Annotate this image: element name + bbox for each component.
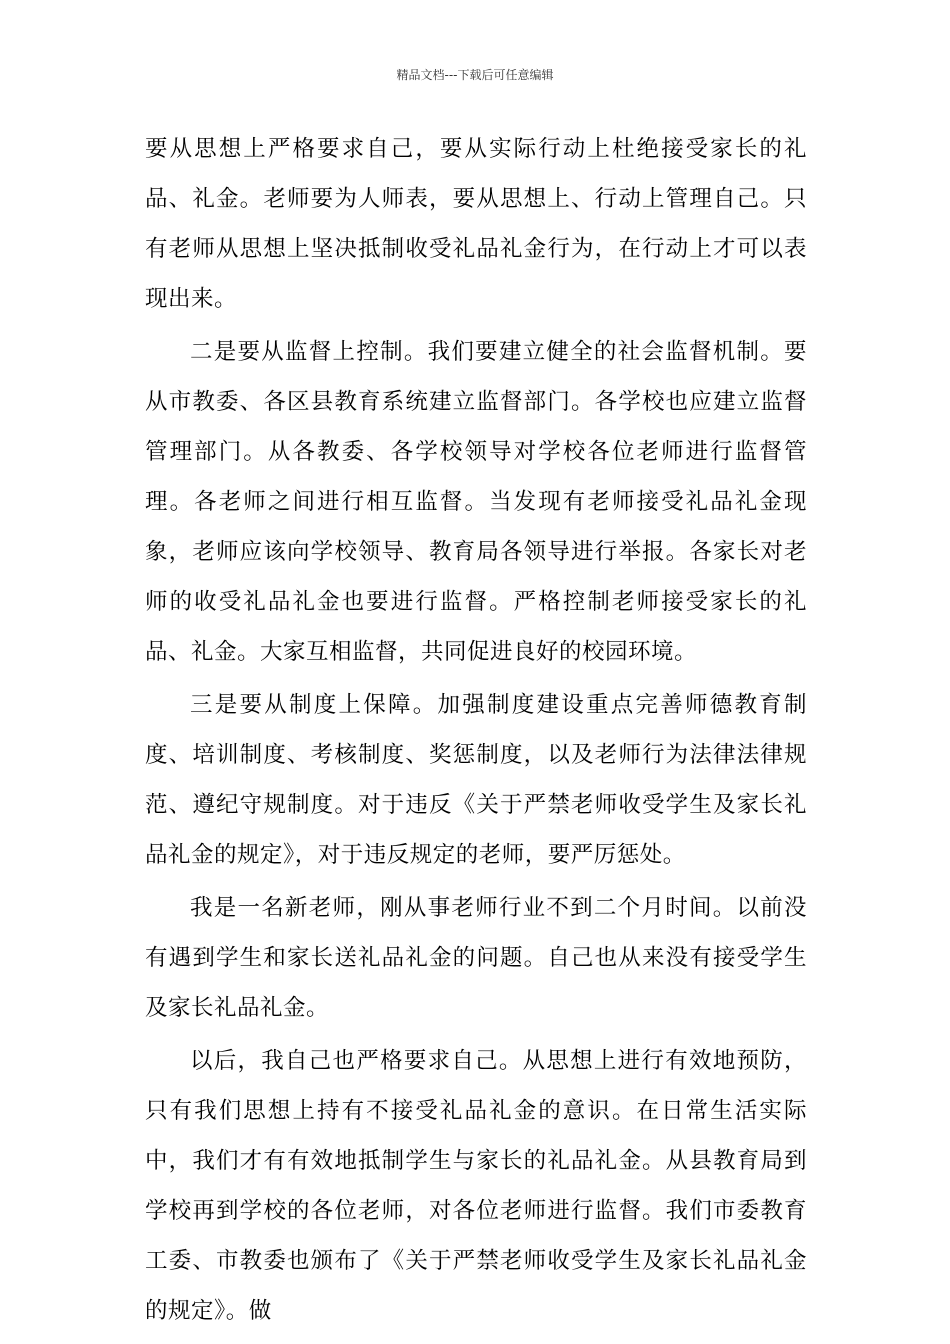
paragraph-2: 二是要从监督上控制。我们要建立健全的社会监督机制。要从市教委、各区县教育系统建立监督部门。各学校也应建立监督管理部门。从各教委、各学校领导对学校各位老师进行监督管理。各老师之间进行相互监督。当发现有老师接受礼品礼金现象，老师应该向学校领导、教育局各领导进行举报。各家长对老师的收受礼品礼金也要进行监督。严格控制老师接受家长的礼品、礼金。大家互相监督，共同促进良好的校园环境。: [145, 339, 807, 665]
paragraph-4: 我是一名新老师，刚从事老师行业不到二个月时间。以前没有遇到学生和家长送礼品礼金的问题。自己也从来没有接受学生及家长礼品礼金。: [145, 895, 807, 1021]
document-body: [145, 124, 807, 1339]
paragraph-1: 要从思想上严格要求自己，要从实际行动上杜绝接受家长的礼品、礼金。老师要为人师表，要从思想上、行动上管理自己。只有老师从思想上坚决抵制收受礼品礼金行为，在行动上才可以表现出来。: [145, 136, 807, 312]
paragraph-5: 以后，我自己也严格要求自己。从思想上进行有效地预防，只有我们思想上持有不接受礼品礼金的意识。在日常生活实际中，我们才有有效地抵制学生与家长的礼品礼金。从县教育局到学校再到学校的各位老师，对各位老师进行监督。我们市委教育工委、市教委也颁布了《关于严禁老师收受学生及家长礼品礼金的规定》。做: [145, 1048, 807, 1324]
page-header: 精品文档---下载后可任意编辑: [396, 68, 554, 82]
paragraph-3: 三是要从制度上保障。加强制度建设重点完善师德教育制度、培训制度、考核制度、奖惩制度，以及老师行为法律法律规范、遵纪守规制度。对于违反《关于严禁老师收受学生及家长礼品礼金的规定》，对于违反规定的老师，要严厉惩处。: [145, 692, 807, 868]
